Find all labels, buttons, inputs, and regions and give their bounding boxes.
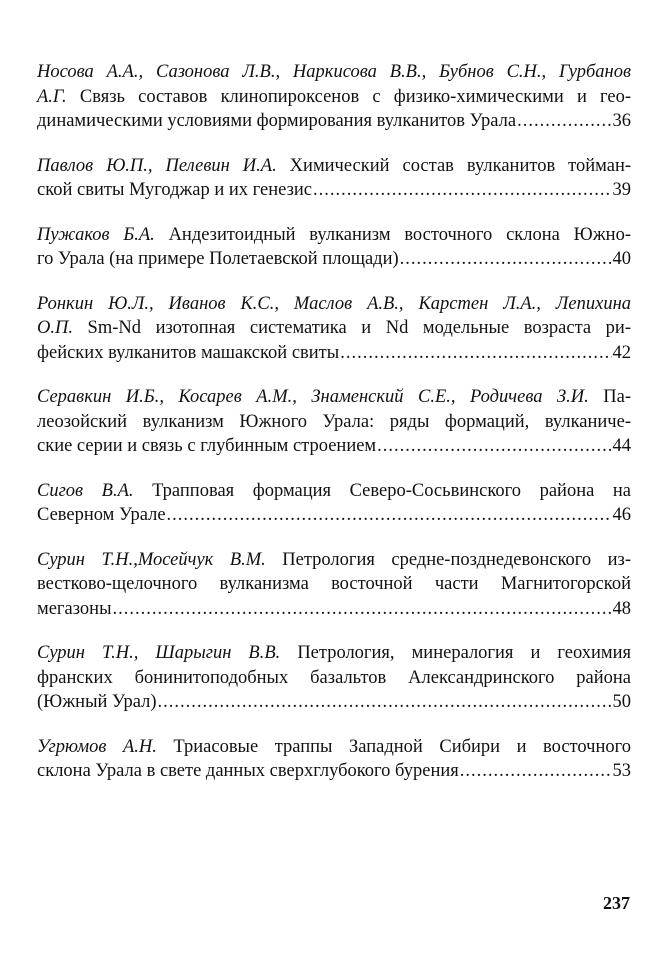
toc-line-text	[37, 387, 631, 407]
title-text: фейских вулканитов машакской свиты	[37, 342, 340, 363]
toc-line-text	[37, 597, 112, 622]
dot-leader	[113, 597, 612, 622]
title-text: склона Урала в свете данных сверхглубокого бурения	[37, 761, 459, 781]
toc-line	[37, 316, 631, 341]
title-text: Химический состав вулканитов тойман-	[276, 155, 632, 176]
authors: Носова А.А., Сазонова Л.В., Наркисова В.В., Бубнов С.Н., Гурбанов	[37, 62, 631, 82]
page-number: 237	[603, 893, 630, 913]
toc-line	[37, 479, 631, 504]
toc-entry	[37, 479, 631, 528]
toc-line	[37, 434, 631, 459]
authors: Сурин Т.Н.,Мосейчук В.М.	[37, 549, 266, 570]
toc-line-text	[37, 668, 631, 688]
title-text: Андезитоидный вулканизм восточного склона Южно-	[154, 224, 631, 245]
title-text: Петрология средне-позднедевонского из-	[265, 549, 631, 570]
authors: Пужаков Б.А.	[37, 224, 155, 245]
title-text: Sm-Nd изотопная систематика и Nd модельные возраста ри-	[72, 318, 631, 338]
toc-line-text	[37, 109, 516, 134]
title-text: Трапповая формация Северо-Сосьвинского района на	[133, 480, 631, 501]
entry-page-number: 40	[612, 249, 631, 269]
toc-line-text	[37, 503, 166, 528]
table-of-contents	[37, 60, 631, 804]
dot-leader	[313, 178, 612, 203]
entry-page-number: 39	[612, 180, 631, 200]
toc-line	[37, 735, 631, 760]
title-text: франских бонинитоподобных базальтов Александринского района	[37, 667, 631, 688]
toc-line	[37, 385, 631, 410]
entry-page-number: 46	[612, 505, 631, 525]
toc-entry	[37, 641, 631, 715]
title-text: мегазоны	[37, 598, 112, 619]
title-text: Связь составов клинопироксенов с физико-химическими и гео-	[66, 86, 631, 107]
toc-line-text	[37, 225, 631, 245]
title-text: Триасовые траппы Западной Сибири и восточного	[156, 736, 631, 757]
toc-line-text	[37, 178, 312, 203]
toc-line-text	[37, 737, 631, 757]
toc-line	[37, 759, 631, 784]
title-text: вестково-щелочного вулканизма восточной части Магнитогорской	[37, 574, 631, 594]
title-text: (Южный Урал)	[37, 692, 157, 712]
toc-line-text	[37, 550, 631, 570]
toc-entry	[37, 735, 631, 784]
entry-page-number: 36	[612, 111, 631, 131]
dot-leader	[517, 109, 611, 134]
toc-line-text	[37, 247, 399, 272]
toc-line	[37, 410, 631, 435]
title-text: ской свиты Мугоджар и их генезис	[37, 180, 312, 200]
toc-line-text	[37, 87, 631, 107]
toc-line-text	[37, 412, 631, 432]
authors: О.П.	[37, 318, 73, 338]
toc-line-text	[37, 156, 631, 176]
authors: Ронкин Ю.Л., Иванов К.С., Маслов А.В., Карстен Л.А., Лепихина	[37, 293, 631, 314]
toc-line	[37, 341, 631, 366]
toc-line	[37, 247, 631, 272]
toc-entry	[37, 548, 631, 622]
toc-line	[37, 572, 631, 597]
title-text: динамическими условиями формирования вулканитов Урала	[37, 111, 517, 131]
authors: Угрюмов А.Н.	[37, 736, 157, 757]
toc-entry	[37, 292, 631, 366]
toc-line	[37, 597, 631, 622]
title-text: Северном Урале	[37, 505, 166, 525]
toc-line	[37, 60, 631, 85]
dot-leader	[400, 247, 612, 272]
entry-page-number: 44	[612, 436, 631, 456]
title-text: леозойский вулканизм Южного Урала: ряды формаций, вулканиче-	[37, 411, 631, 432]
toc-line-text	[37, 690, 157, 715]
entry-page-number: 42	[612, 342, 631, 363]
toc-line	[37, 85, 631, 110]
authors: Сурин Т.Н., Шарыгин В.В.	[37, 643, 281, 663]
toc-line	[37, 503, 631, 528]
title-text: го Урала (на примере Полетаевской площади)	[37, 249, 399, 269]
toc-entry	[37, 154, 631, 203]
toc-line	[37, 292, 631, 317]
authors: А.Г.	[37, 86, 67, 107]
authors: Павлов Ю.П., Пелевин И.А.	[37, 155, 277, 176]
toc-entry	[37, 60, 631, 134]
entry-page-number: 50	[612, 692, 631, 712]
toc-line-text	[37, 759, 459, 784]
toc-line-text	[37, 481, 631, 501]
dot-leader	[460, 759, 612, 784]
authors: Сигов В.А.	[37, 480, 134, 501]
dot-leader	[340, 341, 611, 366]
dot-leader	[158, 690, 612, 715]
toc-line-text	[37, 318, 631, 338]
toc-entry	[37, 223, 631, 272]
toc-line-text	[37, 341, 339, 366]
toc-line-text	[37, 62, 631, 82]
toc-line	[37, 154, 631, 179]
toc-line	[37, 666, 631, 691]
toc-line	[37, 178, 631, 203]
title-text: Па-	[588, 387, 632, 407]
toc-line	[37, 641, 631, 666]
title-text: ские серии и связь с глубинным строением	[37, 436, 377, 456]
toc-line-text	[37, 434, 376, 459]
toc-line	[37, 109, 631, 134]
authors: Серавкин И.Б., Косарев А.М., Знаменский С.Е., Родичева З.И.	[37, 387, 589, 407]
entry-page-number: 48	[612, 598, 631, 619]
toc-line-text	[37, 574, 631, 594]
toc-line-text	[37, 294, 631, 314]
toc-entry	[37, 385, 631, 459]
toc-line	[37, 548, 631, 573]
title-text: Петрология, минералогия и геохимия	[280, 643, 632, 663]
dot-leader	[377, 434, 611, 459]
entry-page-number: 53	[612, 761, 631, 781]
toc-line	[37, 223, 631, 248]
dot-leader	[167, 503, 612, 528]
toc-line-text	[37, 643, 631, 663]
toc-line	[37, 690, 631, 715]
